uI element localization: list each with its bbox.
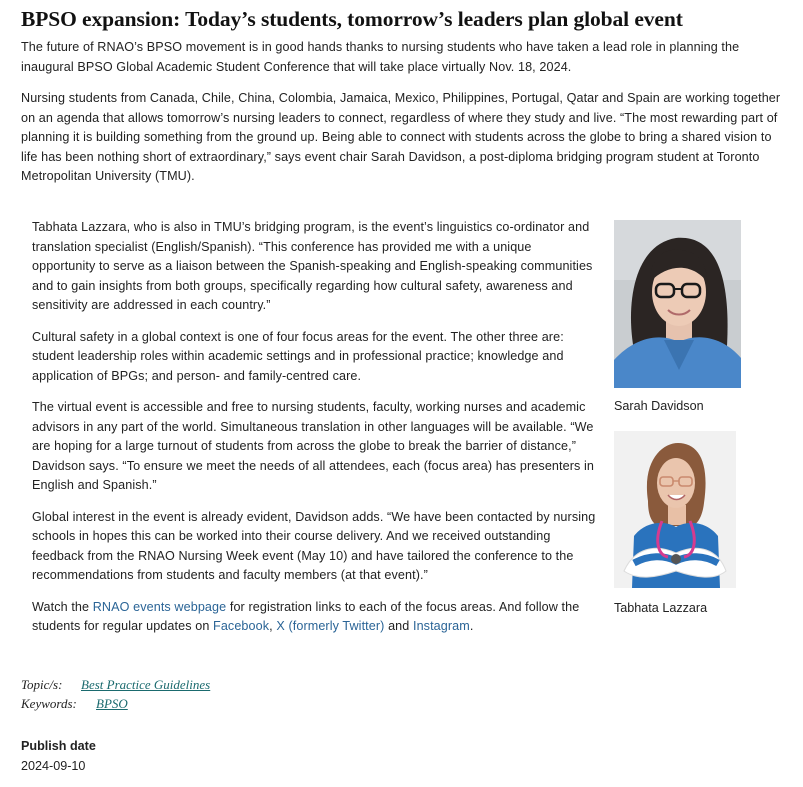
portrait-image — [614, 431, 736, 588]
text-run: . — [469, 619, 474, 633]
publish-date-label: Publish date — [21, 739, 96, 753]
article-title: BPSO expansion: Today’s students, tomorrow’s leaders plan global event — [21, 7, 683, 31]
instagram-link[interactable]: Instagram — [412, 619, 470, 633]
sarah-davidson-photo — [614, 220, 741, 388]
text-run: , — [269, 619, 277, 633]
article-body — [32, 218, 597, 649]
text-run: for registration links to each of the focus areas. And follow the students for regular updates on — [32, 599, 580, 633]
rnao-events-link[interactable]: RNAO events webpage — [92, 599, 227, 614]
x-twitter-link[interactable]: X (formerly Twitter) — [276, 619, 385, 633]
tabhata-lazzara-caption: Tabhata Lazzara — [614, 601, 708, 615]
intro-paragraph-2: Nursing students from Canada, Chile, China, Colombia, Jamaica, Mexico, Philippines, Portugal, Qatar and Spain are working together on an agenda that allows tomorrow’s nursing leaders to connect, regardless of where they study and live. “The most rewarding part of planning it is building something from the ground up. Being able to connect with students across the globe to bring a shared vision to life has been nothing short of extraordinary,” says event chair Sarah Davidson, a post-diploma bridging program student at Toronto Metropolitan University (TMU). — [21, 91, 781, 183]
body-paragraph-1: Tabhata Lazzara, who is also in TMU’s bridging program, is the event’s linguistics co-ordinator and translation specialist (English/Spanish). “This conference has provided me with a unique opportunity to serve as a liaison between the Spanish-speaking and English-speaking communities and to gain insights from both groups, specifically regarding how cultural safety, awareness and sensitivity are addressed in each country.” — [32, 220, 593, 312]
body-paragraph-2: Cultural safety in a global context is one of four focus areas for the event. The other three are: student leadership roles within academic settings and in professional practice; knowledge and application of BPGs; and person- and family-centred care. — [32, 329, 564, 383]
intro-paragraph-1: The future of RNAO’s BPSO movement is in good hands thanks to nursing students who have taken a lead role in planning the inaugural BPSO Global Academic Student Conference that will take place virtually Nov. 18, 2024. — [21, 40, 740, 74]
keywords-row — [21, 694, 128, 713]
topics-row — [21, 675, 210, 694]
sarah-davidson-caption: Sarah Davidson — [614, 399, 704, 413]
body-paragraph-5 — [32, 598, 597, 637]
topics-label: Topic/s: — [21, 677, 63, 692]
body-paragraph-3: The virtual event is accessible and free to nursing students, faculty, working nurses and academic advisors in any part of the world. Simultaneous translation in other languages will be available. “We are hoping for a large turnout of students from across the globe to break the barrier of distance,” Davidson says. “To ensure we meet the needs of all attendees, each (focus area) has presenters in English and Spanish.” — [32, 400, 595, 492]
portrait-image — [614, 220, 741, 388]
article-intro — [21, 6, 783, 187]
body-paragraph-4: Global interest in the event is already evident, Davidson adds. “We have been contacted by nursing schools in hopes this can be worked into their course delivery. And we received outstanding feedback from the RNAO Nursing Week event (May 10) and have tailored the conference to the recommendations from students and faculty members (at that event).” — [32, 509, 596, 582]
topic-best-practice-guidelines-link[interactable]: Best Practice Guidelines — [81, 677, 211, 692]
keywords-label: Keywords: — [21, 696, 77, 711]
facebook-link[interactable]: Facebook — [213, 619, 270, 633]
text-run: and — [384, 619, 413, 633]
text-run: Watch the — [32, 599, 93, 614]
keyword-bpso-link[interactable]: BPSO — [96, 696, 128, 711]
publish-date-value: 2024-09-10 — [21, 759, 86, 773]
tabhata-lazzara-photo — [614, 431, 736, 588]
